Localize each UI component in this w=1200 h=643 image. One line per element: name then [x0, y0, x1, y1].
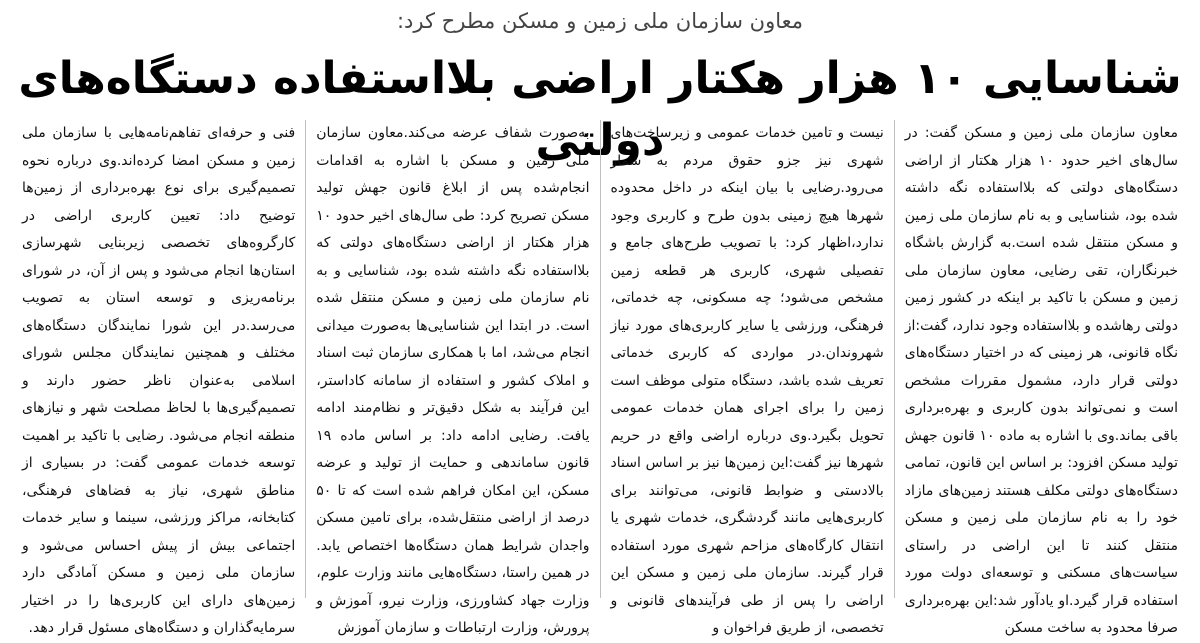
article-column-2: نیست و تامین خدمات عمومی و زیرساخت‌های شهری نیز جزو حقوق مردم به شمار می‌رود.رضایی با بیان اینکه در داخل محدوده شهرها هیچ زمینی بدون طرح و کاربری وجود ندارد،اظهار کرد: با تصویب طرح‌های جامع و تفصیلی شهری، کاربری هر قطعه زمین مشخص می‌شود؛ چه مسکونی، چه خدماتی، فرهنگی، ورزشی یا سایر کاربری‌های مورد نیاز شهروندان.در مواردی که کاربری خدماتی تعریف شده باشد، دستگاه متولی موظف است زمین را برای اجرای همان خدمات عمومی تحویل بگیرد.وی درباره اراضی واقع در حریم شهرها نیز گفت:این زمین‌ها نیز بر اساس اسناد بالادستی و ضوابط قانونی، می‌توانند برای کاربری‌هایی مانند گردشگری، خدمات شهری یا انتقال کارگاه‌های مزاحم شهری مورد استفاده قرار گیرند. سازمان ملی زمین و مسکن این اراضی را پس از طی فرآیندهای قانونی و تخصصی، از طریق فراخوان و	[601, 120, 895, 598]
article-body	[12, 120, 1188, 636]
article-kicker: معاون سازمان ملی زمین و مسکن مطرح کرد:	[396, 9, 804, 33]
article-column-4: فنی و حرفه‌ای تفاهم‌نامه‌هایی با سازمان ملی زمین و مسکن امضا کرده‌اند.وی درباره نحوه تصمیم‌گیری برای نوع بهره‌برداری از زمین‌ها توضیح داد: تعیین کاربری اراضی در کارگروه‌های تخصصی زیربنایی شهرسازی استان‌ها انجام می‌شود و پس از آن، در شورای برنامه‌ریزی و توسعه استان به تصویب می‌رسد.در این شورا نمایندگان دستگاه‌های مختلف و همچنین نمایندگان مجلس شورای اسلامی به‌عنوان ناظر حضور دارند و تصمیم‌گیری‌ها با لحاظ مصلحت شهر و نیازهای منطقه انجام می‌شود. رضایی با تاکید بر اهمیت توسعه خدمات عمومی گفت: در بسیاری از مناطق شهری، نیاز به فضاهای فرهنگی، کتابخانه، مراکز ورزشی، سینما و سایر خدمات اجتماعی بیش از پیش احساس می‌شود و سازمان ملی زمین و مسکن آمادگی دارد زمین‌های دارای این کاربری‌ها را در اختیار سرمایه‌گذاران و دستگاه‌های مسئول قرار دهد.	[12, 120, 306, 598]
article-column-1: معاون سازمان ملی زمین و مسکن گفت: در سال‌های اخیر حدود ۱۰ هزار هکتار از اراضی دستگاه‌های دولتی که بلااستفاده نگه داشته شده بود، شناسایی و به نام سازمان ملی زمین و مسکن منتقل شده است.به گزارش باشگاه خبرنگاران، تقی رضایی، معاون سازمان ملی زمین و مسکن با تاکید بر اینکه در کشور زمین دولتی رهاشده و بلااستفاده وجود ندارد، گفت:از نگاه قانونی، هر زمینی که در اختیار دستگاه‌های دولتی قرار دارد، مشمول مقررات مشخص است و نمی‌تواند بدون کاربری و بهره‌برداری باقی بماند.وی با اشاره به ماده ۱۰ قانون جهش تولید مسکن افزود: بر اساس این قانون، تمامی دستگاه‌های دولتی مکلف هستند زمین‌های مازاد خود را به نام سازمان ملی زمین و مسکن منتقل کنند تا این اراضی در راستای سیاست‌های مسکنی و توسعه‌ای دولت مورد استفاده قرار گیرد.او یادآور شد:این بهره‌برداری صرفا محدود به ساخت مسکن	[904, 125, 1178, 636]
article-headline: شناسایی ۱۰ هزار هکتار اراضی بلااستفاده دستگاه‌های دولتی	[18, 53, 1182, 166]
article-column-3: به‌صورت شفاف عرضه می‌کند.معاون سازمان ملی زمین و مسکن با اشاره به اقدامات انجام‌شده پس از ابلاغ قانون جهش تولید مسکن تصریح کرد: طی سال‌های اخیر حدود ۱۰ هزار هکتار از اراضی دستگاه‌های دولتی که بلااستفاده نگه داشته شده بود، شناسایی و به نام سازمان ملی زمین و مسکن منتقل شده است. در ابتدا این شناسایی‌ها به‌صورت میدانی انجام می‌شد، اما با همکاری سازمان ثبت اسناد و املاک کشور و استفاده از سامانه کاداستر، این فرآیند به شکل دقیق‌تر و نظام‌مند ادامه یافت. رضایی ادامه داد: بر اساس ماده ۱۹ قانون ساماندهی و حمایت از تولید و عرضه مسکن، این امکان فراهم شده است که تا ۵۰ درصد از اراضی منتقل‌شده، برای تامین مسکن واجدان شرایط همان دستگاه‌ها اختصاص یابد. در همین راستا، دستگاه‌هایی مانند وزارت علوم، وزارت جهاد کشاورزی، وزارت نیرو، آموزش و پرورش، وزارت ارتباطات و سازمان آموزش	[306, 120, 600, 598]
